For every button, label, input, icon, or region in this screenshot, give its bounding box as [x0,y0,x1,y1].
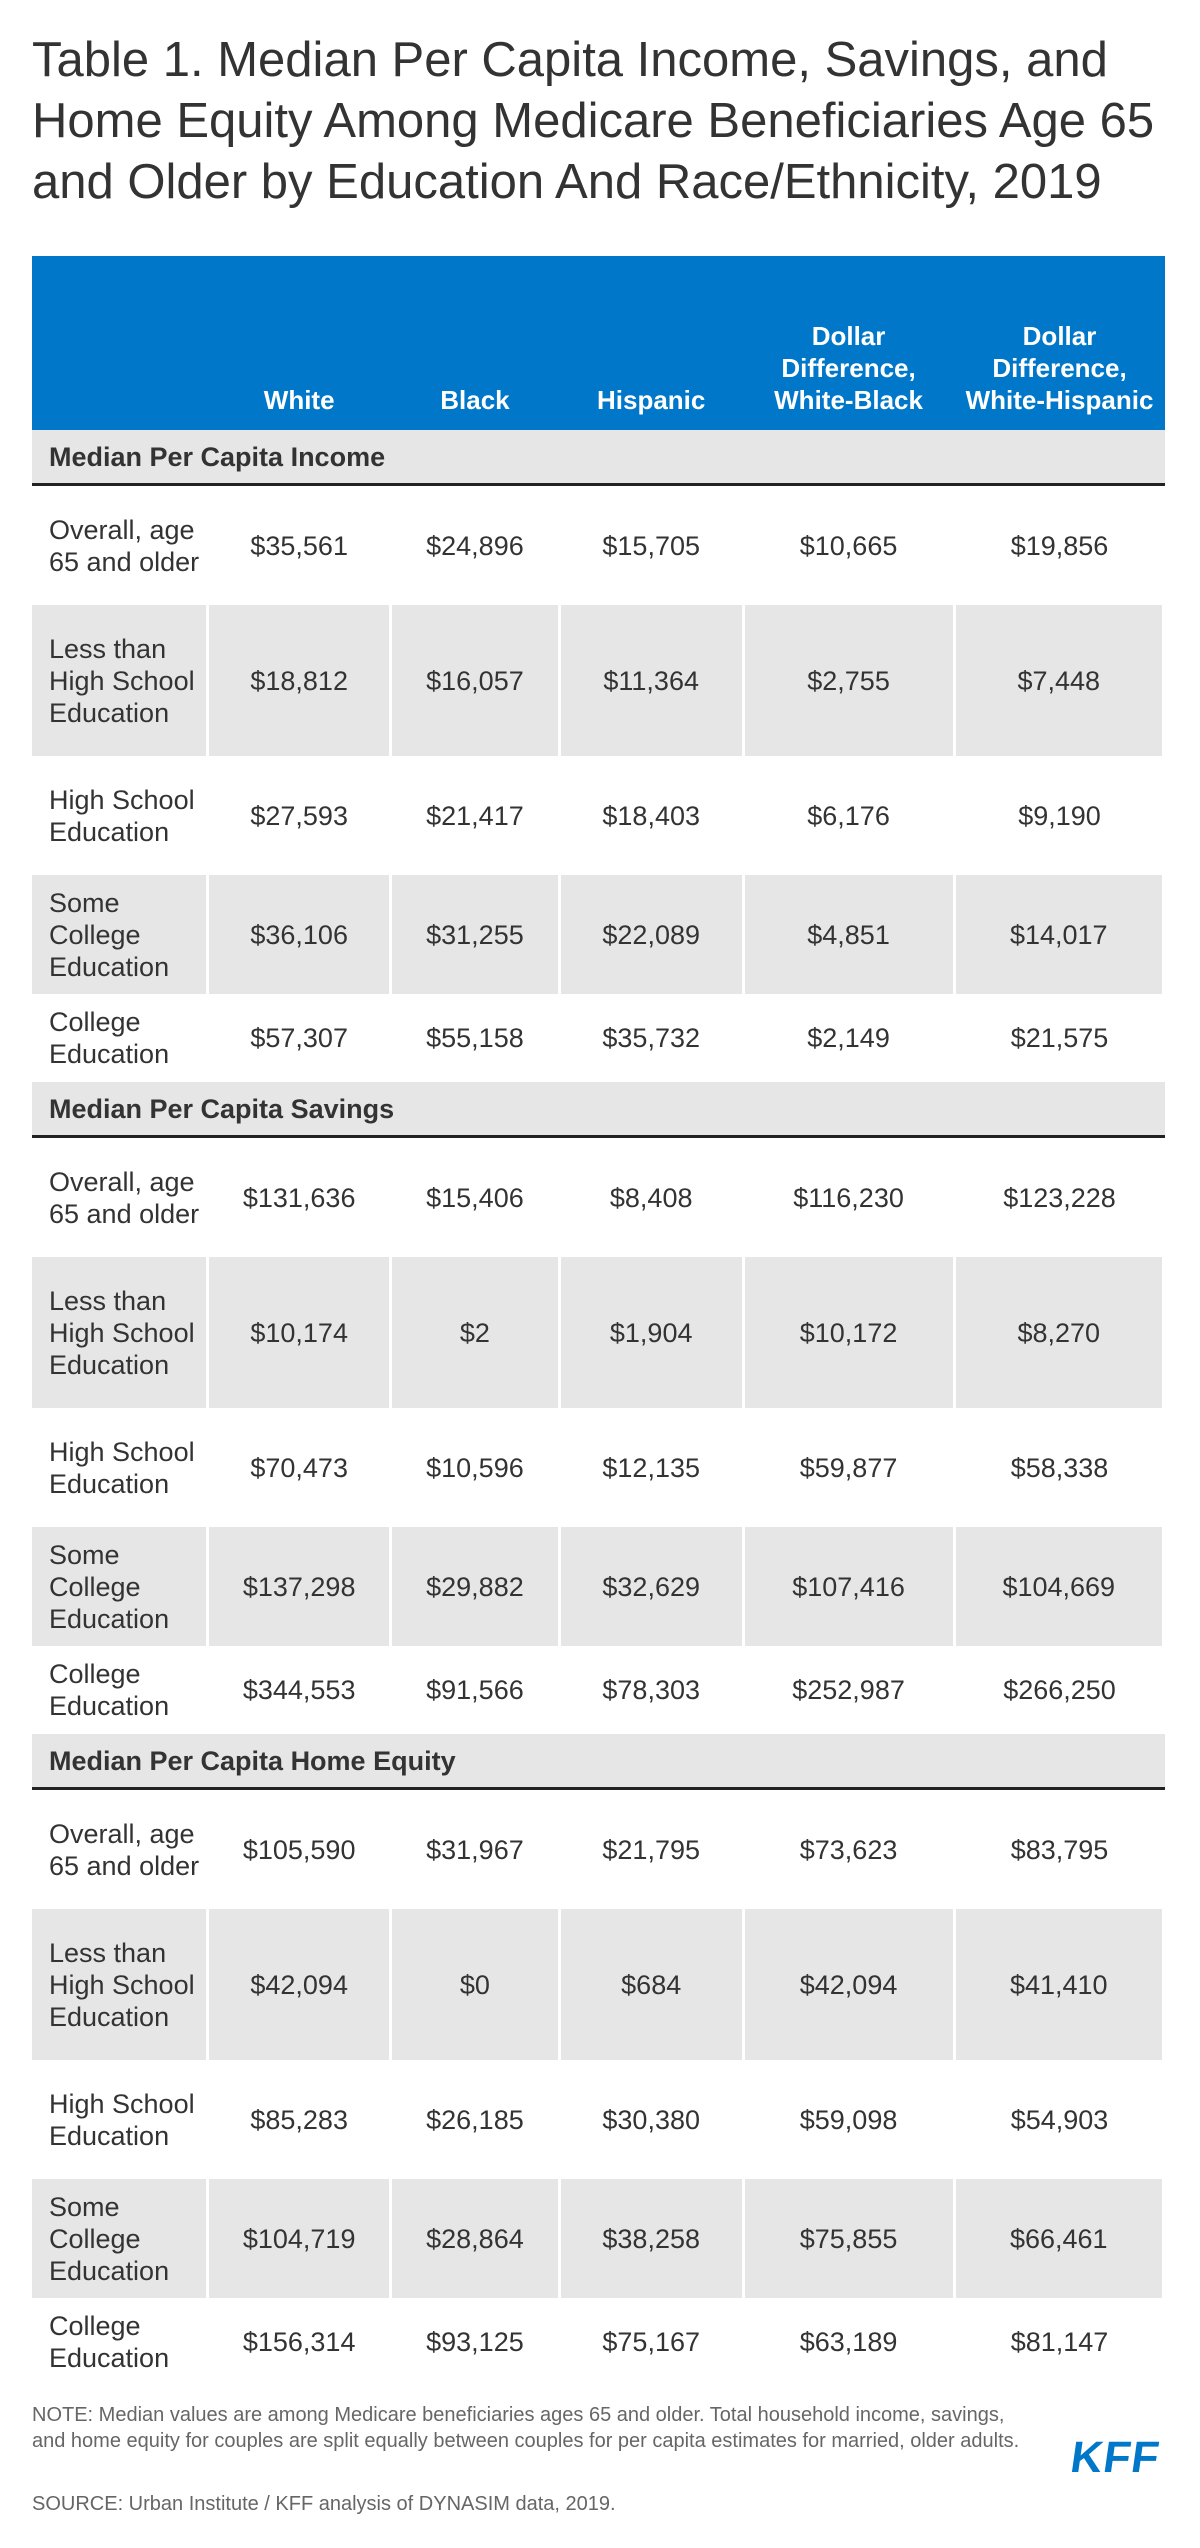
section-heading: Median Per Capita Income [32,430,1165,485]
cell-value: $35,561 [250,530,348,561]
cell-value: $2,149 [807,1023,890,1053]
cell-value: $10,172 [743,1257,954,1408]
column-header-diff-white-black: Dollar Difference, White-Black [743,256,954,430]
cell-value: $12,135 [602,1452,700,1483]
cell-value: $10,596 [426,1452,524,1483]
cell-value: $66,461 [954,2179,1165,2298]
cell-value: $58,338 [1010,1452,1109,1483]
section-heading: Median Per Capita Savings [32,1082,1165,1137]
table-row [32,756,1165,875]
table-row [32,1257,1165,1408]
row-label: College Education [49,2311,170,2373]
cell-value: $59,877 [799,1452,898,1483]
cell-value: $75,855 [743,2179,954,2298]
cell-value: $41,410 [954,1909,1165,2060]
cell-value: $123,228 [1003,1182,1116,1213]
cell-value: $78,303 [602,1675,700,1705]
table-title: Table 1. Median Per Capita Income, Savings, and Home Equity Among Medicare Beneficiaries Age 65 and Older by Education And Race/Ethnicity, 2019 [32,33,1155,209]
cell-value: $42,094 [208,1909,391,2060]
cell-value: $252,987 [792,1675,905,1705]
cell-value: $1,904 [559,1257,743,1408]
cell-value: $4,851 [743,875,954,994]
cell-value: $54,903 [1010,2104,1109,2135]
cell-value: $30,380 [602,2104,700,2135]
table-row [32,1408,1165,1527]
cell-value: $42,094 [743,1909,954,2060]
cell-value: $28,864 [391,2179,560,2298]
cell-value: $8,270 [954,1257,1165,1408]
cell-value: $0 [391,1909,560,2060]
cell-value: $107,416 [743,1527,954,1646]
cell-value: $15,705 [602,530,700,561]
cell-value: $18,812 [208,605,391,756]
row-label: Less than High School Education [32,605,208,756]
cell-value: $26,185 [426,2104,524,2135]
cell-value: $104,669 [954,1527,1165,1646]
cell-value: $83,795 [1010,1834,1109,1865]
header-row [32,256,1165,430]
cell-value: $2,755 [743,605,954,756]
table-row [32,875,1165,994]
row-label: Less than High School Education [32,1909,208,2060]
cell-value: $684 [559,1909,743,2060]
table-row [32,1646,1165,1734]
cell-value: $10,174 [208,1257,391,1408]
cell-value: $91,566 [426,1675,524,1705]
cell-value: $31,255 [391,875,560,994]
cell-value: $29,882 [391,1527,560,1646]
table-row [32,2179,1165,2298]
cell-value: $16,057 [391,605,560,756]
section-header-row [32,1082,1165,1137]
table-row [32,1527,1165,1646]
cell-value: $27,593 [250,800,348,831]
cell-value: $8,408 [609,1182,693,1213]
cell-value: $9,190 [1018,800,1101,831]
section-heading: Median Per Capita Home Equity [32,1734,1165,1789]
cell-value: $22,089 [559,875,743,994]
section-header-row [32,1734,1165,1789]
cell-value: $19,856 [1010,530,1109,561]
cell-value: $21,575 [1010,1023,1109,1053]
cell-value: $93,125 [426,2327,524,2357]
cell-value: $73,623 [799,1834,898,1865]
row-label: Some College Education [32,875,208,994]
cell-value: $105,590 [242,1834,356,1865]
cell-value: $75,167 [602,2327,700,2357]
table-row [32,2298,1165,2386]
cell-value: $59,098 [799,2104,898,2135]
cell-value: $32,629 [559,1527,743,1646]
row-label: High School Education [49,1436,195,1499]
column-header-white: White [208,256,391,430]
cell-value: $70,473 [250,1452,348,1483]
row-label: Overall, age 65 and older [49,1166,200,1229]
cell-value: $15,406 [426,1182,524,1213]
cell-value: $266,250 [1003,1675,1116,1705]
kff-logo: KFF [1067,2433,1164,2482]
cell-value: $85,283 [250,2104,348,2135]
section-header-row [32,430,1165,485]
table-row [32,994,1165,1082]
cell-value: $2 [391,1257,560,1408]
cell-value: $11,364 [559,605,743,756]
table-body [32,430,1165,2386]
table-row [32,605,1165,756]
cell-value: $21,417 [426,800,524,831]
table-row [32,485,1165,606]
table-row [32,1137,1165,1258]
cell-value: $63,189 [799,2327,898,2357]
row-label: High School Education [49,784,195,847]
cell-value: $38,258 [559,2179,743,2298]
column-header-hispanic: Hispanic [559,256,743,430]
row-label: Overall, age 65 and older [49,514,200,577]
column-header-diff-white-hispanic: Dollar Difference, White-Hispanic [954,256,1165,430]
cell-value: $104,719 [208,2179,391,2298]
cell-value: $131,636 [242,1182,356,1213]
cell-value: $81,147 [1010,2327,1109,2357]
source-note: SOURCE: Urban Institute / KFF analysis of DYNASIM data, 2019. [32,2493,616,2515]
cell-value: $18,403 [602,800,700,831]
cell-value: $57,307 [250,1023,348,1053]
cell-value: $137,298 [208,1527,391,1646]
cell-value: $55,158 [426,1023,524,1053]
cell-value: $6,176 [807,800,890,831]
cell-value: $344,553 [242,1675,356,1705]
cell-value: $10,665 [799,530,898,561]
row-label: High School Education [49,2088,195,2151]
row-label: Overall, age 65 and older [49,1818,200,1881]
cell-value: $21,795 [602,1834,700,1865]
row-label: Some College Education [32,2179,208,2298]
table-row [32,2060,1165,2179]
row-label: Some College Education [32,1527,208,1646]
cell-value: $116,230 [793,1182,904,1213]
row-label: College Education [49,1659,170,1721]
cell-value: $36,106 [208,875,391,994]
cell-value: $7,448 [954,605,1165,756]
cell-value: $156,314 [242,2327,356,2357]
row-label: College Education [49,1007,170,1069]
cell-value: $24,896 [426,530,524,561]
cell-value: $14,017 [954,875,1165,994]
column-header-black: Black [391,256,560,430]
table-row [32,1789,1165,1910]
footnote: NOTE: Median values are among Medicare beneficiaries ages 65 and older. Total household income, savings, and home equity for couples are split equally between couples for per capita estimates for married, older adults. [32,2404,1020,2452]
table-row [32,1909,1165,2060]
column-header-label [32,256,208,430]
cell-value: $31,967 [426,1834,524,1865]
row-label: Less than High School Education [32,1257,208,1408]
cell-value: $35,732 [602,1023,700,1053]
data-table [32,256,1168,2386]
